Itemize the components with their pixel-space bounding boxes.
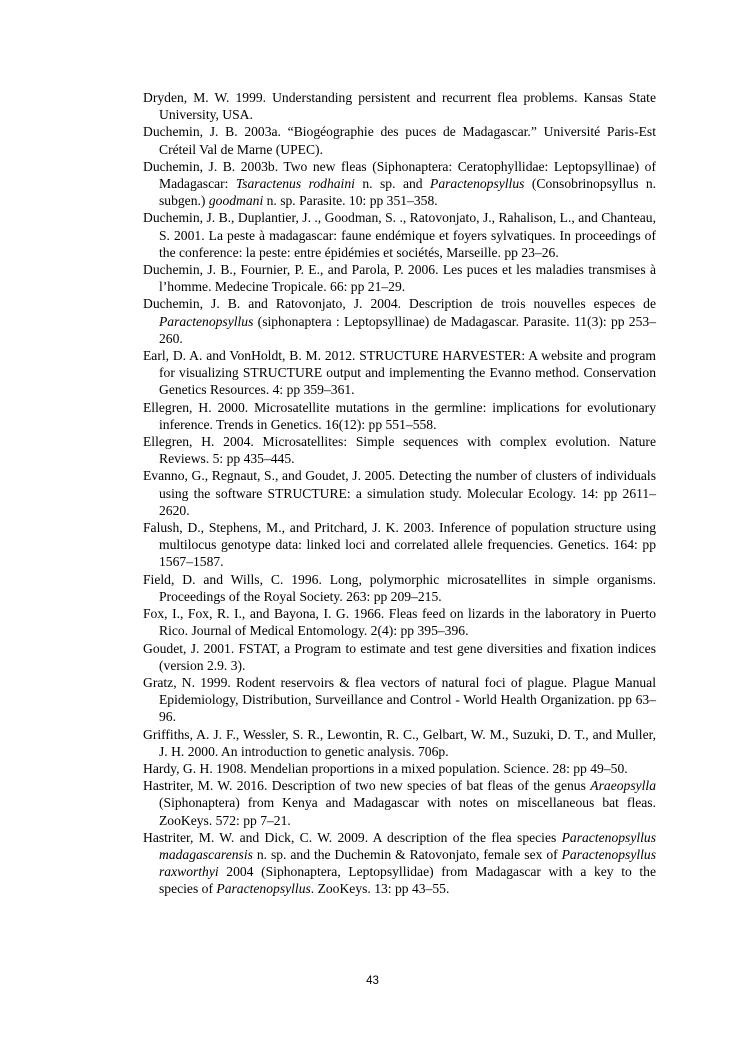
reference-text: Evanno, G., Regnaut, S., and Goudet, J. 2005. Detecting the number of clusters of individuals using the software STRUCTURE: a simulation study. Molecular Ecology. 14: pp 2611–2620. xyxy=(143,468,656,518)
reference-entry xyxy=(143,605,656,639)
reference-list xyxy=(143,89,656,898)
reference-text: . ZooKeys. 13: pp 43–55. xyxy=(310,881,450,897)
reference-entry xyxy=(143,209,656,261)
species-epithet: goodmani xyxy=(208,193,264,209)
reference-entry xyxy=(143,89,656,123)
reference-entry xyxy=(143,347,656,399)
reference-entry xyxy=(143,467,656,519)
reference-text: Duchemin, J. B. and Ratovonjato, J. 2004. Description de trois nouvelles especes de xyxy=(143,296,656,312)
reference-entry xyxy=(143,295,656,347)
species-name: Paractenopsyllus madagascarensis xyxy=(159,829,656,862)
reference-entry xyxy=(143,674,656,726)
reference-text: Hardy, G. H. 1908. Mendelian proportions in a mixed population. Science. 28: pp 49–50. xyxy=(143,760,628,776)
reference-entry xyxy=(143,158,656,210)
reference-text: Earl, D. A. and VonHoldt, B. M. 2012. STRUCTURE HARVESTER: A website and program for visualizing STRUCTURE output and implementing the Evanno method. Conservation Genetics Resources. 4: pp 359–361. xyxy=(143,348,656,398)
genus-name: Paractenopsyllus xyxy=(430,176,525,192)
reference-text: Duchemin, J. B. 2003b. Two new fleas (Siphonaptera: Ceratophyllidae: Leptopsyllinae) of Madagascar: xyxy=(143,158,656,192)
reference-text: Griffiths, A. J. F., Wessler, S. R., Lewontin, R. C., Gelbart, W. M., Suzuki, D. T., and Muller, J. H. 2000. An introduction to genetic analysis. 706p. xyxy=(143,726,656,759)
reference-text: Goudet, J. 2001. FSTAT, a Program to estimate and test gene diversities and fixation indices (version 2.9. 3). xyxy=(143,640,656,673)
reference-text: Hastriter, M. W. and Dick, C. W. 2009. A description of the flea species xyxy=(143,829,562,845)
reference-text: Ellegren, H. 2000. Microsatellite mutations in the germline: implications for evolutionary inference. Trends in Genetics. 16(12): pp 551–558. xyxy=(143,399,656,432)
reference-entry xyxy=(143,399,656,433)
reference-entry xyxy=(143,261,656,295)
genus-name: Araeopsylla xyxy=(590,778,656,794)
reference-text: 2004 (Siphonaptera, Leptopsyllidae) from Madagascar with a key to the species of xyxy=(159,864,656,897)
reference-entry xyxy=(143,571,656,605)
reference-entry xyxy=(143,829,656,898)
reference-text: n. sp. and the Duchemin & Ratovonjato, female sex of xyxy=(252,846,562,862)
reference-text: Fox, I., Fox, R. I., and Bayona, I. G. 1966. Fleas feed on lizards in the laboratory in Puerto Rico. Journal of Medical Entomology. 2(4): pp 395–396. xyxy=(143,606,656,639)
reference-text: Duchemin, J. B. 2003a. “Biogéographie des puces de Madagascar.” Université Paris-Est Créteil Val de Marne (UPEC). xyxy=(143,124,656,157)
reference-entry xyxy=(143,760,656,777)
page-number: 43 xyxy=(366,975,379,987)
reference-text: Gratz, N. 1999. Rodent reservoirs & flea vectors of natural foci of plague. Plague Manual Epidemiology, Distribution, Surveillance and Control - World Health Organization. pp 63–96. xyxy=(143,674,656,725)
reference-text: (Consobrinopsyllus n. subgen.) xyxy=(159,176,657,209)
reference-text: Duchemin, J. B., Fournier, P. E., and Parola, P. 2006. Les puces et les maladies transmises à l’homme. Medecine Tropicale. 66: pp 21–29. xyxy=(143,262,656,295)
reference-text: n. sp. and xyxy=(354,176,431,192)
genus-name: Paractenopsyllus xyxy=(216,881,311,897)
reference-text: Dryden, M. W. 1999. Understanding persistent and recurrent flea problems. Kansas State University, USA. xyxy=(143,90,656,123)
reference-entry xyxy=(143,519,656,571)
reference-text: Falush, D., Stephens, M., and Pritchard, J. K. 2003. Inference of population structure using multilocus genotype data: linked loci and correlated allele frequencies. Genetics. 164: pp 1567–1587. xyxy=(143,520,656,570)
reference-text: (siphonaptera : Leptopsyllinae) de Madagascar. Parasite. 11(3): pp 253–260. xyxy=(159,313,656,346)
reference-entry xyxy=(143,726,656,760)
reference-entry xyxy=(143,777,656,829)
reference-text: (Siphonaptera) from Kenya and Madagascar with notes on miscellaneous bat fleas. ZooKeys. 572: pp 7–21. xyxy=(159,795,656,828)
species-name: Tsaractenus rodhaini xyxy=(235,176,355,192)
species-name: Paractenopsyllus raxworthyi xyxy=(159,846,656,880)
reference-entry xyxy=(143,123,656,157)
genus-name: Paractenopsyllus xyxy=(159,313,254,329)
reference-text: Ellegren, H. 2004. Microsatellites: Simple sequences with complex evolution. Nature Reviews. 5: pp 435–445. xyxy=(143,434,656,467)
reference-text: Field, D. and Wills, C. 1996. Long, polymorphic microsatellites in simple organisms. Proceedings of the Royal Society. 263: pp 209–215. xyxy=(143,571,656,604)
reference-text: n. sp. Parasite. 10: pp 351–358. xyxy=(263,193,438,209)
reference-text: Hastriter, M. W. 2016. Description of two new species of bat fleas of the genus xyxy=(143,778,591,794)
reference-entry xyxy=(143,433,656,467)
reference-text: Duchemin, J. B., Duplantier, J. ., Goodman, S. ., Ratovonjato, J., Rahalison, L., and Chanteau, S. 2001. La peste à madagascar: faune endémique et foyers sylvatiques. In proceedings of the conference: la peste: entre épidémies et sociétés, Marseille. pp 23–26. xyxy=(143,210,656,260)
reference-entry xyxy=(143,640,656,674)
